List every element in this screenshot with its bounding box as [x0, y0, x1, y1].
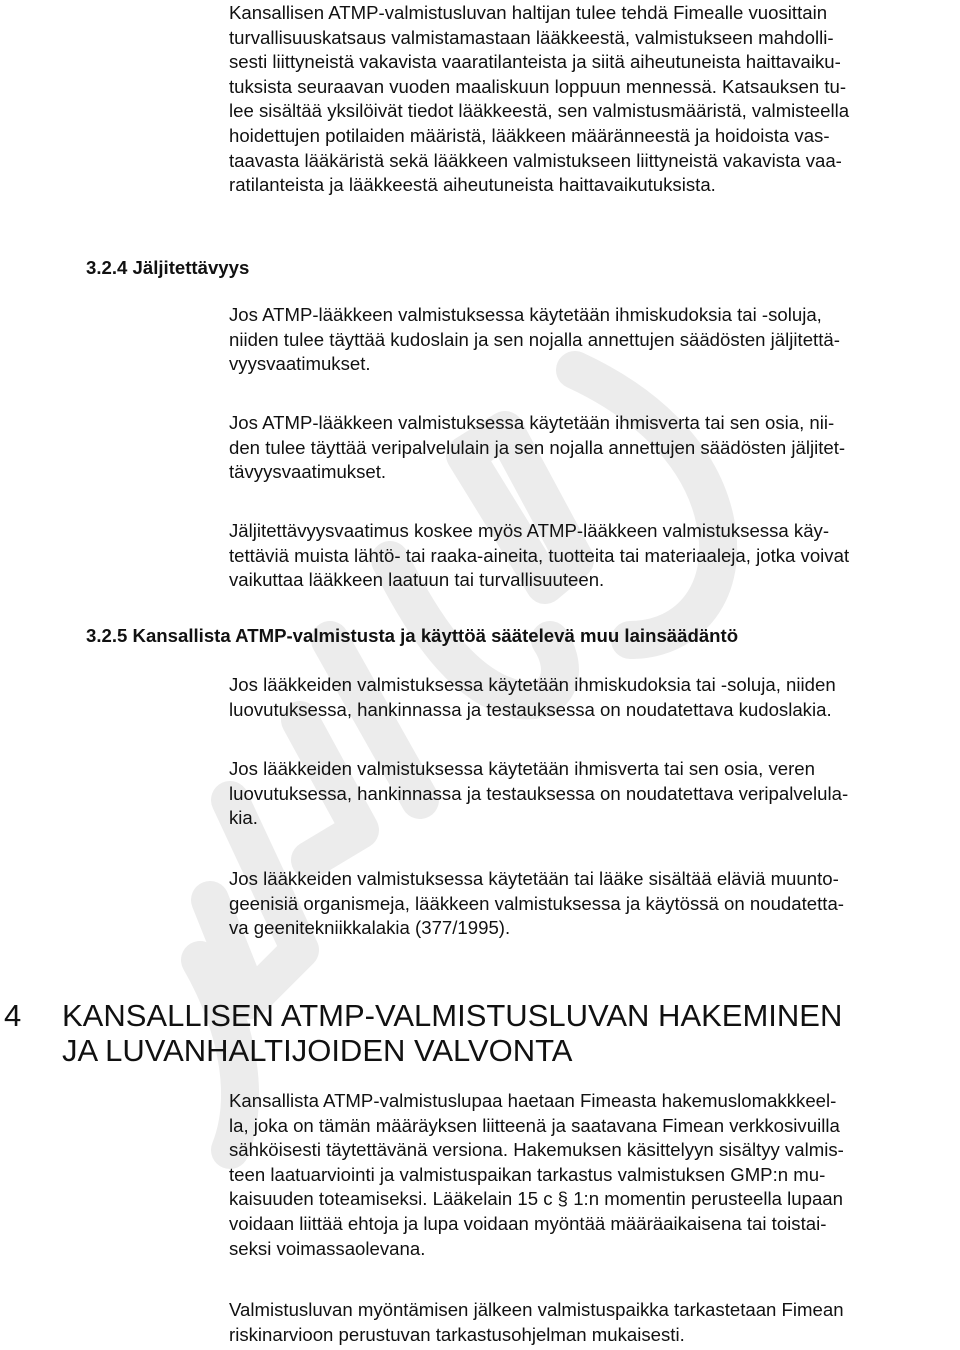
- text-line: voidaan liittää ehtoja ja lupa voidaan myöntää määräaikaisena tai toistai-: [229, 1212, 827, 1234]
- text-line: tuksista seuraavan vuoden maaliskuun loppuun mennessä. Katsauksen tu-: [229, 75, 847, 97]
- text-line: Kansallista ATMP-valmistuslupaa haetaan Fimeasta hakemuslomakkkeel-: [229, 1090, 837, 1111]
- text-line: sähköisesti täytettävänä versiona. Hakemuksen käsittelyyn sisältyy valmis-: [229, 1139, 844, 1161]
- text-line: Jos ATMP-lääkkeen valmistuksessa käytetään ihmisverta tai sen osia, nii-: [229, 412, 835, 433]
- text-line: hoidettujen potilaiden määristä, lääkkeen määränneestä ja hoidoista vas-: [229, 124, 830, 146]
- paragraph-materials-traceability: [229, 519, 849, 593]
- text-line: niiden tulee täyttää kudoslain ja sen nojalla annettujen säädösten jäljitettä-: [229, 328, 840, 350]
- text-line: Jos lääkkeiden valmistuksessa käytetään tai lääke sisältää eläviä muunto-: [229, 868, 839, 889]
- text-line: Valmistusluvan myöntämisen jälkeen valmistuspaikka tarkastetaan Fimean: [229, 1299, 844, 1320]
- section-heading-3-2-4: 3.2.4 Jäljitettävyys: [86, 257, 250, 278]
- chapter-title-line: KANSALLISEN ATMP-VALMISTUSLUVAN HAKEMINEN: [62, 998, 843, 1033]
- text-line: turvallisuuskatsaus valmistamastaan lääkkeestä, valmistukseen mahdolli-: [229, 26, 834, 48]
- section-heading-3-2-5: 3.2.5 Kansallista ATMP-valmistusta ja käyttöä säätelevä muu lainsäädäntö: [86, 625, 739, 646]
- text-line: lee sisältää yksilöivät tiedot lääkkeestä, sen valmistusmääristä, valmisteella: [229, 100, 850, 122]
- chapter-heading-4: [4, 998, 934, 1070]
- text-line: vyysvaatimukset.: [229, 353, 371, 375]
- text-line: geenisiä organismeja, lääkkeen valmistuksessa ja käytössä on noudatetta-: [229, 892, 844, 914]
- text-line: la, joka on tämän määräyksen liitteenä ja saatavana Fimean verkkosivuilla: [229, 1114, 840, 1136]
- text-line: kaisuuden toteamiseksi. Lääkelain 15 c § 1:n momentin perusteella lupaan: [229, 1188, 843, 1210]
- text-line: seksi voimassaolevana.: [229, 1237, 426, 1259]
- text-line: ratilanteista ja lääkkeestä aiheutuneista haittavaikutuksista.: [229, 174, 716, 196]
- text-line: va geenitekniikkalakia (377/1995).: [229, 917, 511, 939]
- text-line: teen laatuarviointi ja valmistuspaikan tarkastus valmistuksen GMP:n mu-: [229, 1163, 826, 1185]
- text-line: tävyysvaatimukset.: [229, 461, 387, 483]
- chapter-title: [62, 998, 842, 1068]
- paragraph-tissues-traceability: [229, 303, 840, 377]
- paragraph-tissue-law: [229, 673, 836, 722]
- chapter-number: 4: [4, 998, 22, 1033]
- text-line: luovutuksessa, hankinnassa ja testauksessa on noudatettava veripalvelula-: [229, 782, 849, 804]
- text-line: sesti liittyneistä vakavista vaaratilanteista ja siitä aiheutuneista haittavaiku-: [229, 51, 841, 73]
- text-line: Kansallisen ATMP-valmistusluvan haltijan tulee tehdä Fimealle vuosittain: [229, 2, 828, 23]
- text-line: Jäljitettävyysvaatimus koskee myös ATMP-lääkkeen valmistuksessa käy-: [229, 520, 830, 541]
- paragraph-inspection-after-license: [229, 1298, 844, 1347]
- text-line: Jos lääkkeiden valmistuksessa käytetään ihmiskudoksia tai -soluja, niiden: [229, 674, 836, 695]
- chapter-title-line: JA LUVANHALTIJOIDEN VALVONTA: [62, 1033, 573, 1068]
- paragraph-gmo-law: [229, 867, 844, 941]
- paragraph-blood-law: [229, 757, 848, 831]
- paragraph-blood-traceability: [229, 411, 845, 485]
- text-line: luovutuksessa, hankinnassa ja testauksessa on noudatettava kudoslakia.: [229, 698, 832, 720]
- text-line: tettäviä muista lähtö- tai raaka-aineita, tuotteita tai materiaaleja, jotka voivat: [229, 544, 850, 566]
- text-line: vaikuttaa lääkkeen laatuun tai turvallisuuteen.: [229, 569, 605, 591]
- text-line: kia.: [229, 807, 258, 829]
- text-line: taavasta lääkäristä sekä lääkkeen valmistukseen liittyneistä vakavista vaa-: [229, 149, 842, 171]
- paragraph-application-process: [229, 1089, 844, 1261]
- paragraph-annual-safety-report: [229, 1, 849, 198]
- text-line: den tulee täyttää veripalvelulain ja sen nojalla annettujen säädösten jäljitet-: [229, 436, 846, 458]
- text-line: riskinarvioon perustuvan tarkastusohjelman mukaisesti.: [229, 1323, 685, 1345]
- text-line: Jos ATMP-lääkkeen valmistuksessa käytetään ihmiskudoksia tai -soluja,: [229, 304, 822, 325]
- text-line: Jos lääkkeiden valmistuksessa käytetään ihmisverta tai sen osia, veren: [229, 758, 815, 779]
